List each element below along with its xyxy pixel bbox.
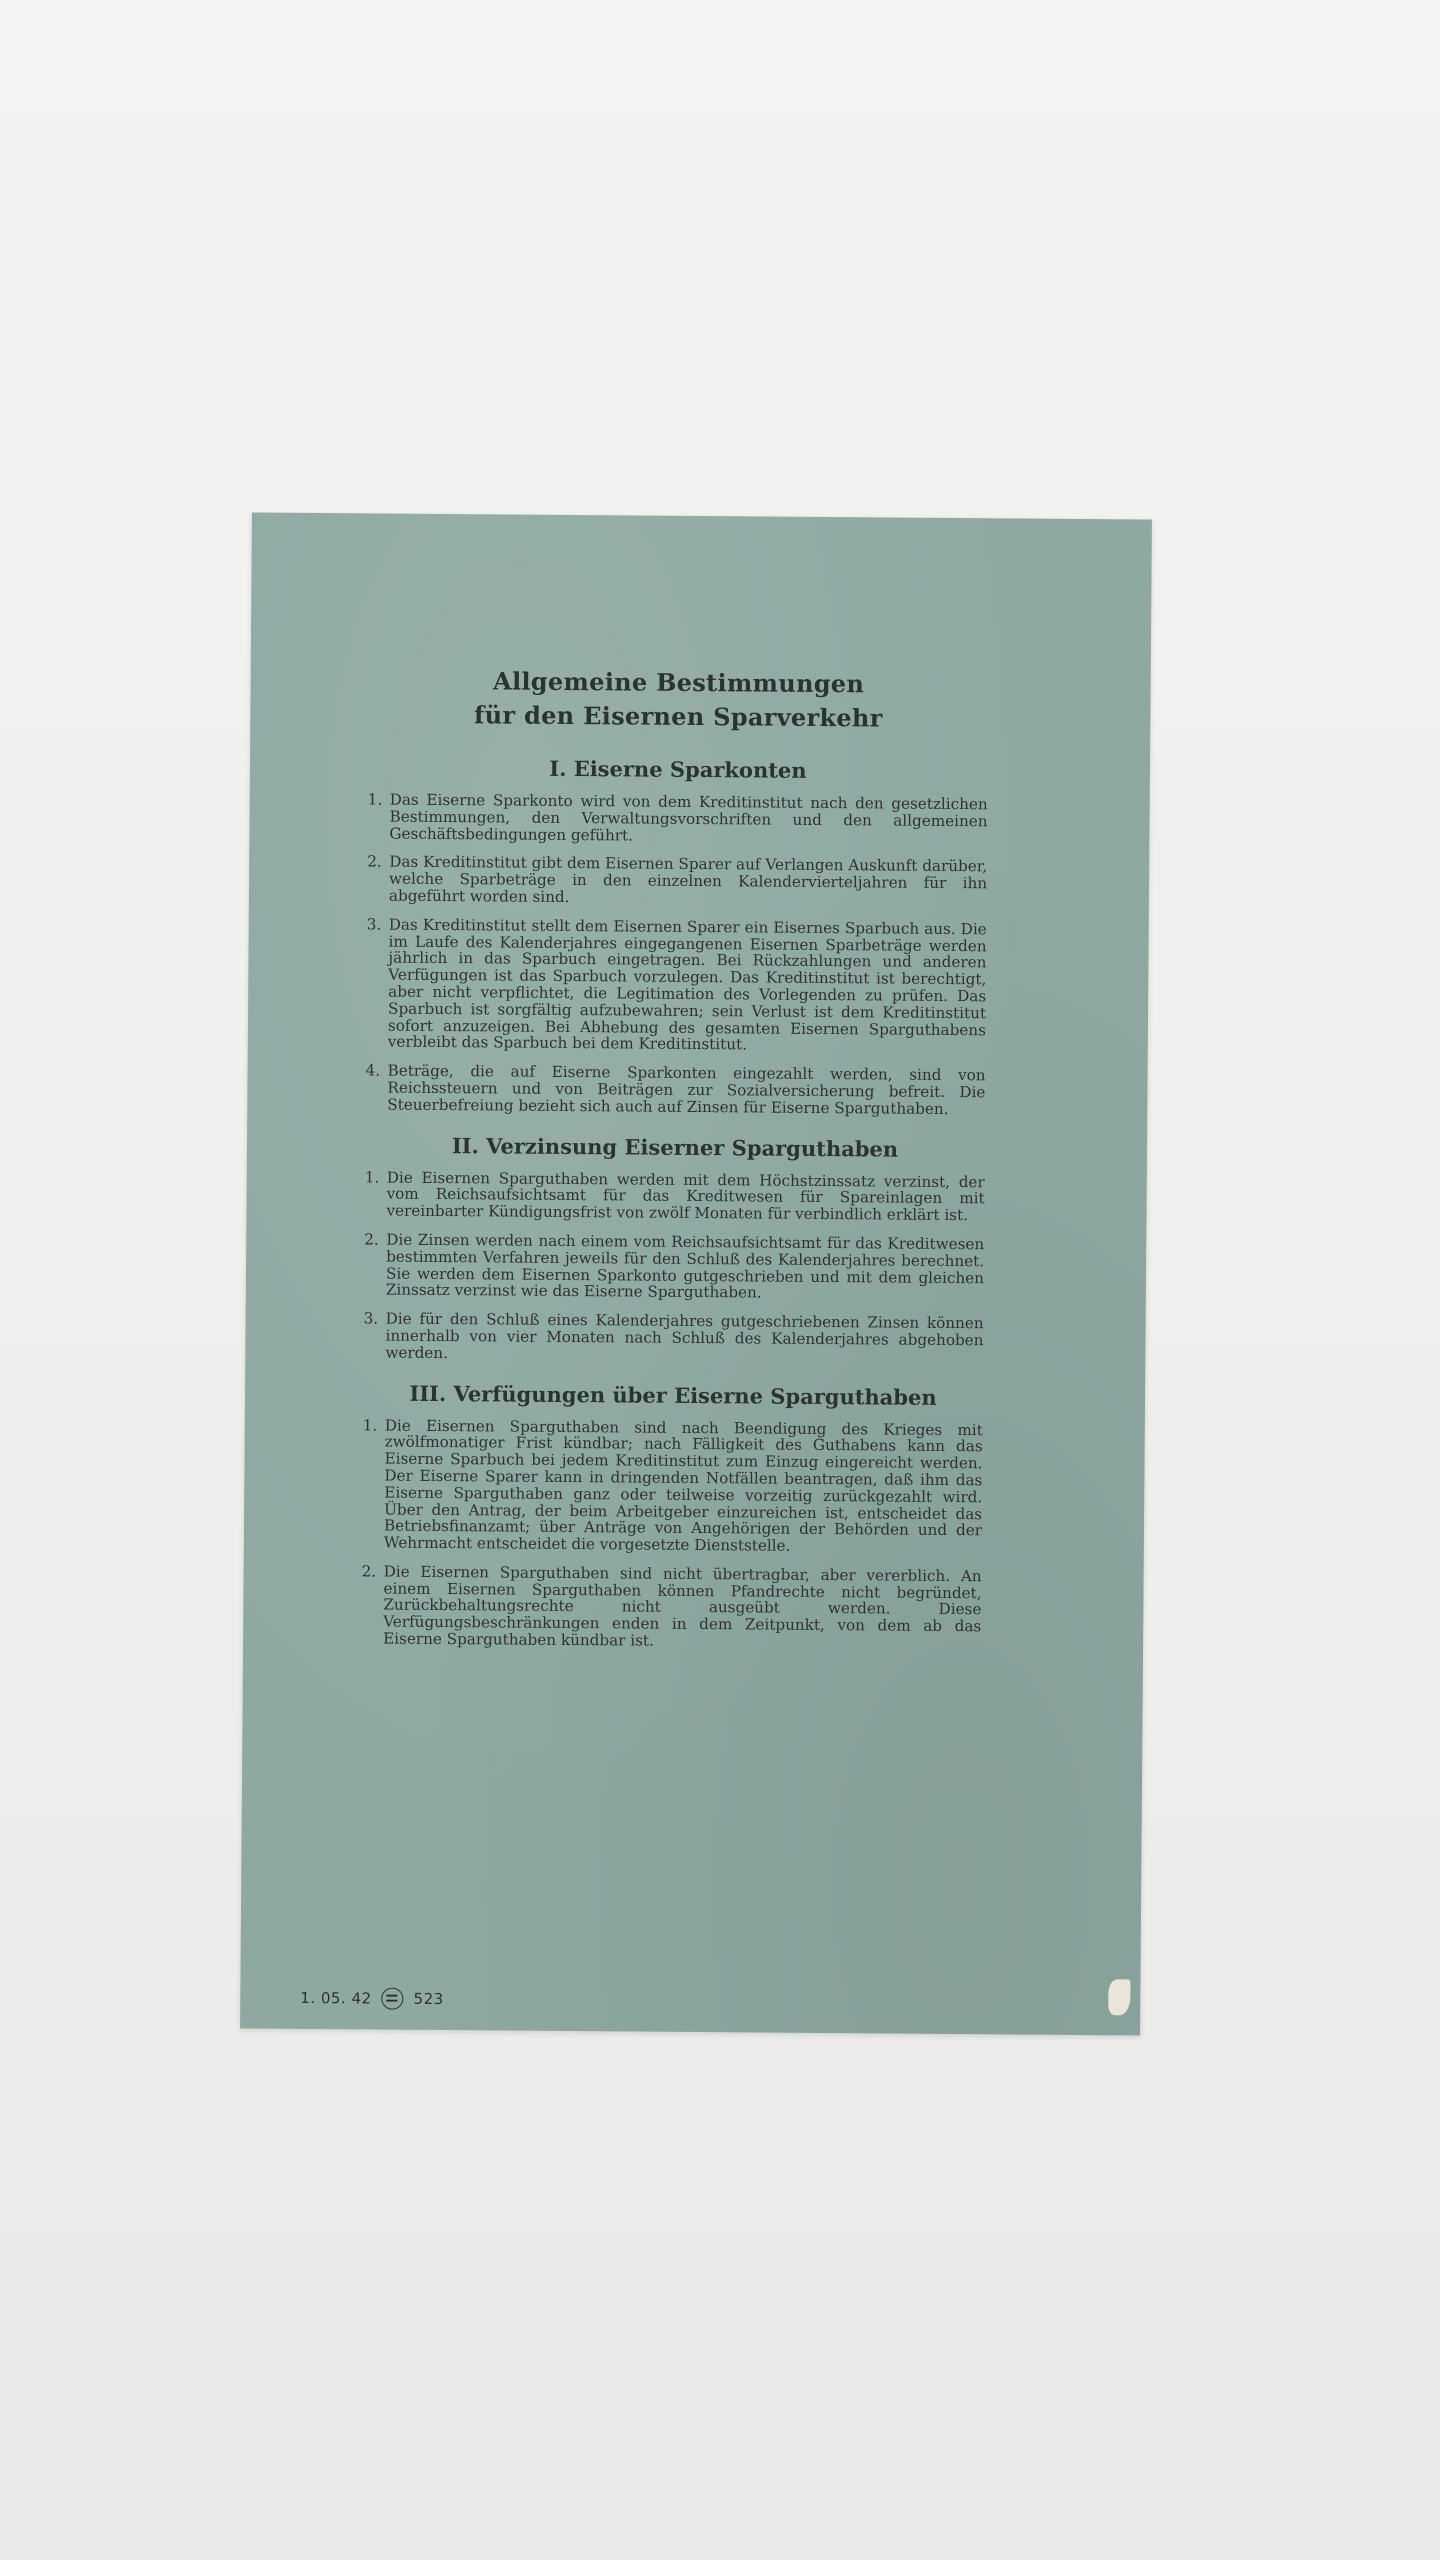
document-card [240, 512, 1152, 2035]
footer-date-code: 1. 05. 42 [300, 1988, 372, 2008]
item-text: Das Kreditinstitut gibt dem Eisernen Sparer auf Verlangen Auskunft darüber, welche Sparbeträge in den einzelnen Kalendervierteljahren für ihn abgeführt worden sind. [388, 852, 988, 906]
list-item [364, 1169, 984, 1224]
item-number: 3. [363, 1309, 379, 1328]
section-items [363, 1169, 984, 1366]
footer-form-number: 523 [413, 1989, 444, 2009]
item-text: Beträge, die auf Eiserne Sparkonten eingezahlt werden, sind von Reichssteuern und von Beiträgen zur Sozialversicherung befreit. Die Steuerbefreiung bezieht sich auch auf Zinsen für Eiserne Sparguthaben. [387, 1061, 986, 1118]
item-number: 3. [366, 915, 382, 934]
item-text: Das Kreditinstitut stellt dem Eisernen Sparer ein Eisernes Sparbuch aus. Die im Laufe des Kalenderjahres eingegangenen Eisernen Sparbeträge werden jährlich in das Sparbuch eingetragen. Bei Rückzahlungen und anderen Verfügungen ist das Sparbuch vorzulegen. Das Kreditinstitut ist berechtigt, aber nicht verpflichtet, die Legitimation des Vorlegenden zu prüfen. Das Sparbuch ist sorgfältig aufzubewahren; sein Verlust ist dem Kreditinstitut sofort anzuzeigen. Bei Abhebung des gesamten Eisernen Sparguthabens verbleibt das Sparbuch bei dem Kreditinstitut. [387, 915, 987, 1054]
list-item [367, 854, 987, 909]
list-item [366, 916, 987, 1055]
footer-print-code [300, 1987, 444, 2010]
item-number: 4. [365, 1061, 381, 1080]
item-text: Die Eisernen Sparguthaben sind nicht übertragbar, aber vererblich. An einem Eisernen Sparguthaben können Pfandrechte nicht begründet, Zurückbehaltungsrechte nicht ausgeübt werden. Diese Verfügungsbeschränkungen enden in dem Zeitpunkt, von dem ab das Eiserne Sparguthaben kündbar ist. [383, 1562, 982, 1650]
list-item [363, 1311, 983, 1366]
item-text: Die Eisernen Sparguthaben werden mit dem Höchstzinssatz verzinst, der vom Reichsaufsichtsamt für das Kreditwesen für Spareinlagen mit vereinbarter Kündigungsfrist von zwölf Monaten für verbindlich erklärt ist. [386, 1168, 985, 1225]
item-text: Das Eiserne Sparkonto wird von dem Kreditinstitut nach den gesetzlichen Bestimmungen, den Verwaltungsvorschriften und den allgemeinen Geschäftsbedingungen geführt. [389, 790, 988, 845]
item-text: Die Eisernen Sparguthaben sind nach Beendigung des Krieges mit zwölfmonatiger Frist kündbar; nach Fälligkeit des Guthabens kann das Eiserne Sparbuch bei jedem Kreditinstitut zum Einzug eingereicht werden. Der Eiserne Sparer kann in dringenden Notfällen beantragen, daß ihm das Eiserne Sparguthaben ganz oder teilweise vorzeitig zurückgezahlt wird. Über den Antrag, der beim Arbeitgeber einzureichen ist, entscheidet das Betriebsfinanzamt; über Anträge von Angehörigen der Behörden und der Wehrmacht entscheidet die vorgesetzte Dienststelle. [383, 1416, 983, 1555]
list-item [365, 1063, 985, 1118]
section-3 [361, 1379, 983, 1652]
item-number: 1. [364, 1167, 380, 1187]
list-item [367, 791, 987, 846]
item-number: 2. [367, 852, 382, 871]
section-items [361, 1417, 983, 1652]
section-2 [363, 1131, 985, 1366]
item-text: Die Zinsen werden nach einem vom Reichsaufsichtsamt für das Kreditwesen bestimmten Verfahren jeweils für den Schluß des Kalenderjahres berechnet. Sie werden dem Eisernen Sparkonto gutgeschrieben und mit dem gleichen Zinssatz verzinst wie das Eiserne Sparguthaben. [385, 1230, 985, 1302]
section-heading: I. Eiserne Sparkonten [549, 755, 807, 783]
section-heading: III. Verfügungen über Eiserne Sparguthaben [409, 1380, 937, 1410]
document-title-line2: für den Eisernen Sparverkehr [473, 700, 883, 733]
document-title-line1: Allgemeine Bestimmungen [492, 666, 865, 699]
printer-logo-icon [382, 1988, 404, 2010]
document-body [361, 663, 989, 1664]
list-item [362, 1417, 983, 1556]
list-item [361, 1563, 982, 1652]
section-1 [365, 753, 988, 1117]
item-number: 2. [364, 1230, 379, 1249]
item-number: 1. [367, 790, 383, 809]
section-items [365, 791, 988, 1117]
item-text: Die für den Schluß eines Kalenderjahres gutgeschriebenen Zinsen können innerhalb von vier Monaten nach Schluß des Kalenderjahres abgehoben werden. [385, 1309, 984, 1362]
paper-tear-mark [1108, 1979, 1130, 2015]
item-number: 1. [362, 1415, 378, 1435]
item-number: 2. [361, 1562, 377, 1581]
section-heading: II. Verzinsung Eiserner Sparguthaben [451, 1132, 899, 1162]
list-item [364, 1231, 985, 1303]
